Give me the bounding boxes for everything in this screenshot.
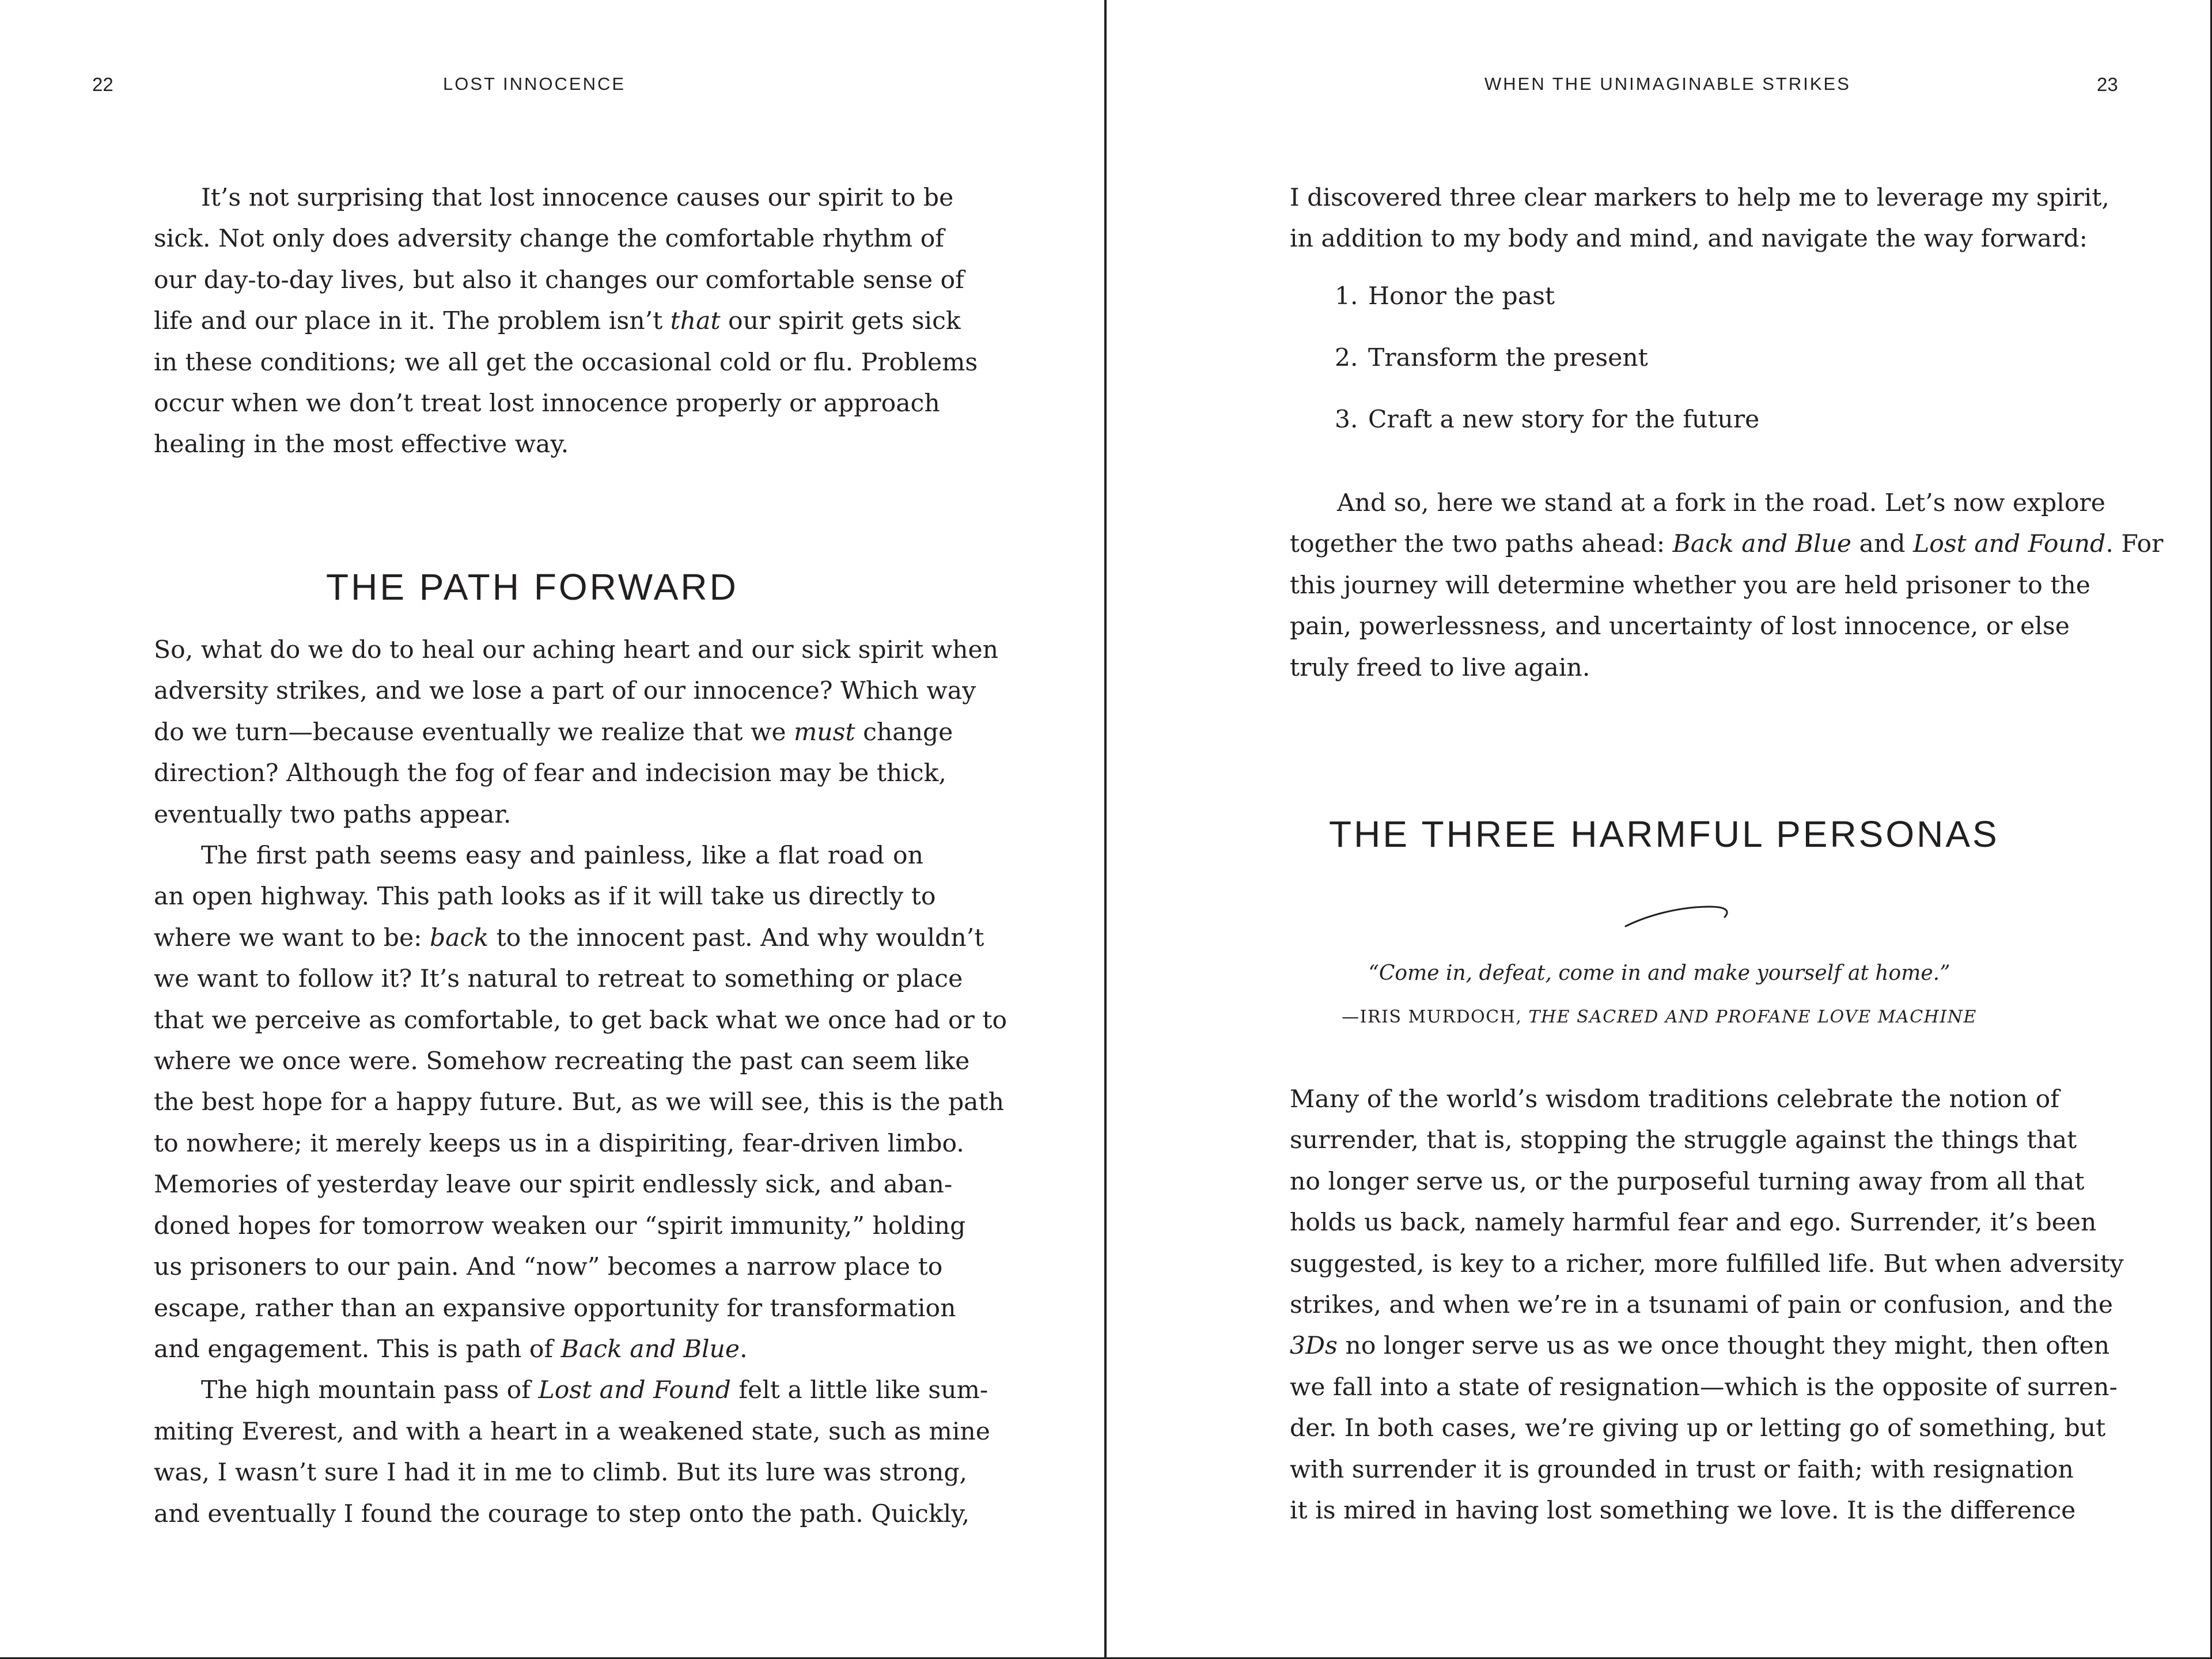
running-head-left: LOST INNOCENCE <box>443 74 626 94</box>
text-run: And so, here we stand at a fork in the road. Let’s now explore <box>1337 489 2105 517</box>
text-run: do we turn—because eventually we realize that we <box>154 718 794 747</box>
text-run: miting Everest, and with a heart in a weakened state, such as mine <box>154 1417 990 1446</box>
emphasis: back <box>429 923 489 952</box>
text-run: us prisoners to our pain. And “now” becomes a narrow place to <box>154 1253 943 1282</box>
paragraph <box>154 630 998 835</box>
text-run: It’s not surprising that lost innocence causes our spirit to be <box>201 184 954 212</box>
text-line <box>1290 483 2105 524</box>
text-run: together the two paths ahead: <box>1290 530 1673 559</box>
list-number: 2. <box>1335 344 1358 372</box>
emphasis: Lost and Found <box>1913 530 2106 559</box>
left-page <box>0 0 1105 1659</box>
text-line <box>1290 1079 2059 1120</box>
section-body-path-forward <box>154 630 1007 1535</box>
paragraph-lost-innocence <box>154 177 978 465</box>
text-line <box>154 1288 956 1329</box>
running-head-right: WHEN THE UNIMAGINABLE STRIKES <box>1484 74 1851 94</box>
text-run: in addition to my body and mind, and navigate the way forward: <box>1290 225 2088 253</box>
text-run: to nowhere; it merely keeps us in a dispiriting, fear-driven limbo. <box>154 1129 964 1158</box>
text-line <box>154 218 945 259</box>
text-line <box>154 1494 970 1535</box>
swash-ornament-icon <box>1623 903 1738 931</box>
text-line <box>154 1164 953 1205</box>
text-run: truly freed to live again. <box>1290 653 1590 682</box>
text-line <box>154 918 984 959</box>
epigraph-source-title: THE SACRED AND PROFANE LOVE MACHINE <box>1528 1007 1977 1027</box>
text-run: sick. Not only does adversity change the comfortable rhythm of <box>154 225 945 253</box>
text-line <box>154 1000 1007 1041</box>
text-run: . <box>740 1335 748 1363</box>
text-run: no longer serve us as we once thought they might, then often <box>1337 1332 2110 1361</box>
emphasis: must <box>794 718 855 747</box>
text-run: no longer serve us, or the purposeful turning away from all that <box>1290 1167 2085 1196</box>
text-line <box>1290 177 2109 218</box>
text-run: where we once were. Somehow recreating the past can seem like <box>154 1047 970 1076</box>
text-line <box>154 835 923 876</box>
text-line <box>1290 1325 2110 1366</box>
text-run: suggested, is key to a richer, more fulfilled life. But when adversity <box>1290 1249 2124 1278</box>
text-line <box>1290 606 2070 647</box>
text-line <box>154 1452 968 1493</box>
text-run: life and our place in it. The problem isn’t <box>154 307 671 336</box>
epigraph-quote: “Come in, defeat, come in and make yourself at home.” <box>1368 961 1950 985</box>
page-divider <box>1104 0 1107 1659</box>
text-line <box>1290 565 2090 606</box>
text-line <box>154 1206 966 1247</box>
list-item-text: Transform the present <box>1368 344 1648 372</box>
text-run: we fall into a state of resignation—which is the opposite of surren- <box>1290 1373 2118 1402</box>
text-run: felt a little like sum- <box>730 1376 988 1405</box>
text-run: direction? Although the fog of fear and indecision may be thick, <box>154 759 946 788</box>
text-run: The high mountain pass of <box>201 1376 539 1405</box>
text-run: and engagement. This is path of <box>154 1335 561 1363</box>
text-run: our day-to-day lives, but also it changes our comfortable sense of <box>154 266 964 294</box>
text-run: where we want to be: <box>154 923 430 952</box>
emphasis: 3Ds <box>1290 1332 1338 1361</box>
intro-paragraph <box>1290 177 2109 260</box>
text-run: and eventually I found the courage to step onto the path. Quickly, <box>154 1499 970 1528</box>
text-line <box>154 876 936 917</box>
text-run: pain, powerlessness, and uncertainty of lost innocence, or else <box>1290 612 2070 641</box>
text-run: . For <box>2105 530 2164 559</box>
text-run: we want to follow it? It’s natural to retreat to something or place <box>154 965 963 994</box>
text-line <box>1290 1367 2118 1408</box>
text-line <box>154 1329 923 1370</box>
text-line <box>1290 1490 2076 1531</box>
text-line <box>154 630 998 671</box>
text-line <box>154 794 923 835</box>
text-line <box>1290 1244 2124 1285</box>
emphasis: that <box>670 307 721 336</box>
page-number-right: 23 <box>2097 74 2118 95</box>
text-line <box>1290 647 2059 688</box>
text-run: this journey will determine whether you are held prisoner to the <box>1290 571 2090 600</box>
surrender-paragraph <box>1290 1079 2124 1531</box>
text-line <box>154 301 961 342</box>
text-run: adversity strikes, and we lose a part of our innocence? Which way <box>154 677 976 706</box>
list-item <box>1335 344 1648 372</box>
text-line <box>1290 1285 2113 1325</box>
text-line <box>154 671 976 711</box>
paragraph <box>154 1370 990 1535</box>
emphasis: Back and Blue <box>560 1335 740 1363</box>
text-run: our spirit gets sick <box>720 307 961 336</box>
section-heading-three-personas: THE THREE HARMFUL PERSONAS <box>1329 813 1999 855</box>
text-run: escape, rather than an expansive opportunity for transformation <box>154 1294 956 1323</box>
epigraph-author: —IRIS MURDOCH, <box>1342 1007 1529 1027</box>
list-item-text: Honor the past <box>1368 282 1555 310</box>
text-line <box>154 1411 990 1452</box>
list-number: 3. <box>1335 406 1358 434</box>
text-line <box>154 1370 988 1411</box>
text-line <box>1290 524 2164 565</box>
text-line <box>1290 1161 2085 1202</box>
section-heading-path-forward: THE PATH FORWARD <box>326 566 738 608</box>
fork-paragraph <box>1290 483 2164 688</box>
list-item <box>1335 282 1555 310</box>
page-number-left: 22 <box>92 74 113 95</box>
text-line <box>154 1247 943 1287</box>
text-line <box>154 177 954 218</box>
text-run: was, I wasn’t sure I had it in me to climb. But its lure was strong, <box>154 1459 968 1487</box>
text-run: the best hope for a happy future. But, as we will see, this is the path <box>154 1088 1004 1117</box>
text-run: surrender, that is, stopping the struggle against the things that <box>1290 1126 2077 1155</box>
text-line <box>154 1123 964 1164</box>
text-run: healing in the most effective way. <box>154 430 569 459</box>
text-run: doned hopes for tomorrow weaken our “spirit immunity,” holding <box>154 1211 966 1240</box>
text-run: that we perceive as comfortable, to get back what we once had or to <box>154 1006 1007 1035</box>
emphasis: Lost and Found <box>538 1376 731 1405</box>
epigraph-attribution <box>1107 1007 2212 1027</box>
text-line <box>154 342 978 383</box>
text-line <box>154 959 963 999</box>
text-line <box>1290 1120 2077 1161</box>
text-line <box>154 1082 1004 1123</box>
paragraph <box>1290 1079 2124 1531</box>
paragraph <box>1290 483 2164 688</box>
list-item <box>1335 406 1759 434</box>
text-run: Many of the world’s wisdom traditions celebrate the notion of <box>1290 1085 2059 1113</box>
text-run: holds us back, namely harmful fear and ego. Surrender, it’s been <box>1290 1209 2097 1237</box>
text-line <box>1290 1202 2097 1243</box>
text-run: an open highway. This path looks as if it will take us directly to <box>154 882 936 911</box>
text-run: I discovered three clear markers to help me to leverage my spirit, <box>1290 184 2109 212</box>
text-line <box>154 424 923 465</box>
paragraph <box>154 177 978 465</box>
paragraph <box>154 835 1007 1370</box>
text-run: der. In both cases, we’re giving up or letting go of something, but <box>1290 1414 2106 1443</box>
paragraph <box>1290 177 2109 260</box>
text-run: in these conditions; we all get the occasional cold or flu. Problems <box>154 348 978 377</box>
text-run: change <box>855 718 953 747</box>
emphasis: Back and Blue <box>1672 530 1852 559</box>
text-line <box>1290 1408 2106 1449</box>
text-line <box>154 753 946 794</box>
text-line <box>154 383 940 424</box>
text-line <box>154 712 953 753</box>
text-run: and <box>1851 530 1914 559</box>
text-run: it is mired in having lost something we love. It is the difference <box>1290 1497 2076 1525</box>
text-line <box>154 260 964 301</box>
text-run: to the innocent past. And why wouldn’t <box>488 923 984 952</box>
text-run: So, what do we do to heal our aching heart and our sick spirit when <box>154 636 998 664</box>
text-line <box>1290 1449 2074 1490</box>
text-line <box>154 1041 970 1082</box>
list-item-text: Craft a new story for the future <box>1368 406 1760 434</box>
text-run: The first path seems easy and painless, like a flat road on <box>201 842 923 870</box>
text-run: occur when we don’t treat lost innocence properly or approach <box>154 389 940 418</box>
list-number: 1. <box>1335 282 1358 310</box>
text-line <box>1290 218 2088 259</box>
text-run: with surrender it is grounded in trust or faith; with resignation <box>1290 1455 2074 1484</box>
text-run: strikes, and when we’re in a tsunami of pain or confusion, and the <box>1290 1291 2113 1320</box>
text-run: Memories of yesterday leave our spirit endlessly sick, and aban- <box>154 1171 953 1199</box>
text-run: eventually two paths appear. <box>154 800 512 829</box>
